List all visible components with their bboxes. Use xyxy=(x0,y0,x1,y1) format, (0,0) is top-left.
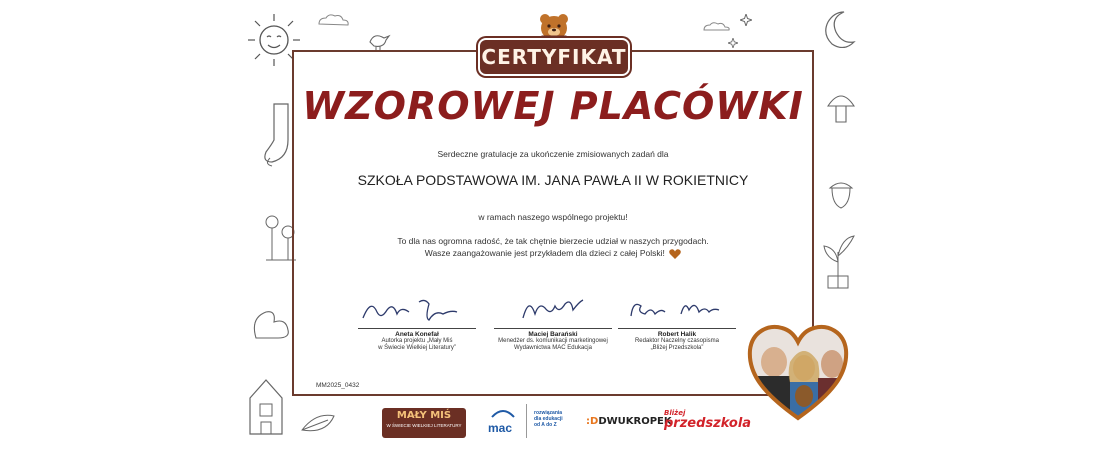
badge-label: CERTYFIKAT xyxy=(481,45,627,69)
signatory-name-1: Aneta Konefał xyxy=(395,331,439,338)
heart-icon xyxy=(669,249,681,259)
dwukropek-logo xyxy=(586,416,672,427)
signature-block-1 xyxy=(352,296,482,352)
mac-divider xyxy=(526,404,527,438)
signatory-role-3a: Redaktor Naczelny czasopisma xyxy=(634,338,720,344)
signatory-role-1b: w Świecie Wielkiej Literatury” xyxy=(378,345,456,351)
clouds-doodle xyxy=(315,10,365,30)
congrats-text: Serdeczne gratulacje za ukończenie zmisiowanych zadań dla xyxy=(437,149,669,159)
house-doodle xyxy=(244,374,288,436)
signature-line-2 xyxy=(494,328,612,329)
joy-text-line-2-label: Wasze zaangażowanie jest przykładem dla dzieci z całej Polski! xyxy=(424,248,665,258)
squirrel-doodle xyxy=(250,304,294,344)
bird-doodle xyxy=(366,28,392,52)
star-doodle-2 xyxy=(728,38,738,48)
signature-image-2 xyxy=(493,296,613,324)
mac-logo-text: mac xyxy=(488,421,513,435)
przedszkola-word: przedszkola xyxy=(664,416,752,431)
signatory-name-2: Maciej Barański xyxy=(528,331,578,338)
mac-logo-mark xyxy=(488,407,518,421)
project-text: w ramach naszego wspólnego projektu! xyxy=(478,212,628,222)
signature-block-2 xyxy=(488,296,618,352)
signatory-role-2b: Wydawnictwa MAC Edukacja xyxy=(514,345,592,351)
joy-text-line-1: To dla nas ogromna radość, że tak chętnie bierzecie udział w naszych przygodach. xyxy=(397,236,709,246)
maly-mis-subtitle: W ŚWIECIE WIELKIEJ LITERATURY xyxy=(386,423,462,428)
school-name: SZKOŁA PODSTAWOWA IM. JANA PAWŁA II W ROKIETNICY xyxy=(357,172,749,188)
mac-tagline xyxy=(534,410,563,428)
certificate-code: MM2025_0432 xyxy=(316,382,360,389)
maly-mis-word-1: MAŁY xyxy=(396,410,427,421)
certificate-badge xyxy=(480,40,628,74)
star-doodle-1 xyxy=(740,14,752,26)
moon-doodle xyxy=(822,8,856,48)
mac-tagline-2: dla edukacji xyxy=(534,416,563,422)
leaf-doodle xyxy=(298,410,338,438)
bear-mascot-icon xyxy=(536,12,572,42)
joy-text-line-2 xyxy=(292,248,814,259)
partner-logos xyxy=(380,404,752,444)
certificate-headline: WZOROWEJ PLACÓWKI xyxy=(302,84,804,128)
signatory-role-3b: „Bliżej Przedszkola” xyxy=(650,345,704,351)
signature-line-3 xyxy=(618,328,736,329)
signature-image-1 xyxy=(357,296,477,324)
signatory-role-1a: Autorka projektu „Mały Miś xyxy=(381,338,453,344)
mac-tagline-3: od A do Z xyxy=(534,422,557,428)
mushroom-doodle xyxy=(826,90,856,126)
acorn-doodle xyxy=(826,176,856,210)
mac-logo xyxy=(488,406,518,435)
dwukropek-text: DWUKROPEK xyxy=(598,416,672,427)
signatory-name-3: Robert Halik xyxy=(657,331,697,338)
blizej-word: Bliżej xyxy=(664,409,686,417)
dwukropek-colon-icon: :D xyxy=(586,416,599,427)
maly-mis-logo xyxy=(382,408,466,438)
mac-tagline-1: rozwiązania xyxy=(534,410,563,416)
signature-block-3 xyxy=(612,296,742,352)
clouds-doodle-right xyxy=(700,18,740,34)
heart-photo xyxy=(744,318,852,426)
signature-image-3 xyxy=(617,296,737,324)
signature-line-1 xyxy=(358,328,476,329)
maly-mis-word-2: MIŚ xyxy=(430,410,452,421)
plant-doodle xyxy=(818,232,858,290)
signatory-role-2a: Menedżer ds. komunikacji marketingowej xyxy=(498,338,608,344)
blizej-przedszkola-logo xyxy=(664,410,751,431)
